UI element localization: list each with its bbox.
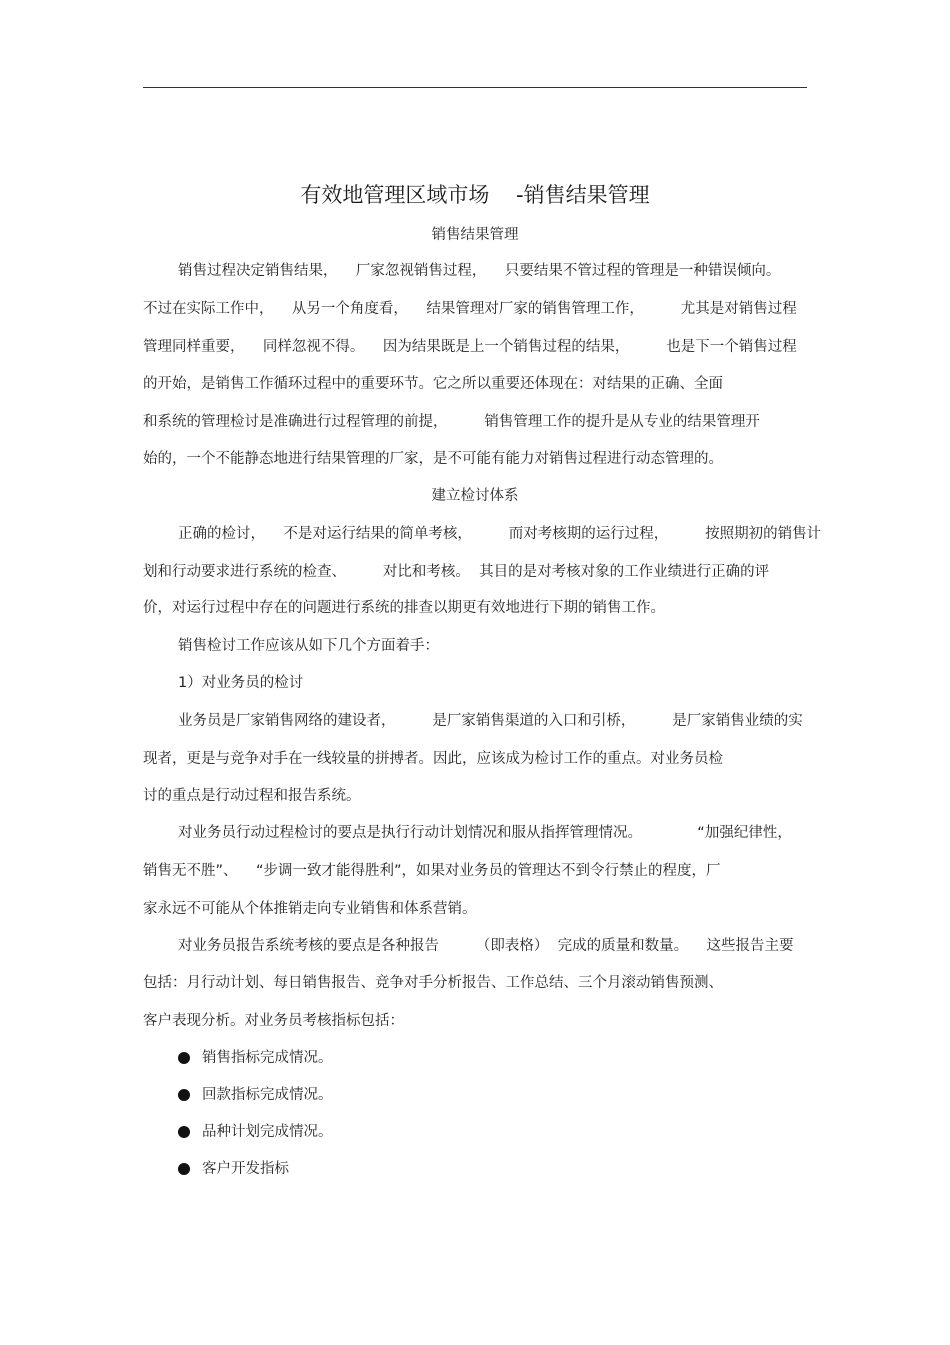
section-heading-results: 销售结果管理: [431, 227, 519, 243]
document-title: 有效地管理区域市场 -销售结果管理: [300, 183, 650, 207]
bullet-item: 回款指标完成情况。: [202, 1087, 333, 1103]
paragraph-line: 现者，更是与竞争对手在一线较量的拼搏者。因此，应该成为检讨工作的重点。对业务员检: [143, 751, 723, 767]
paragraph-line: 对业务员行动过程检讨的要点是执行行动计划情况和服从指挥管理情况。 “加强纪律性，: [178, 825, 792, 841]
paragraph-line: 包括：月行动计划、每日销售报告、竞争对手分析报告、工作总结、三个月滚动销售预测、: [143, 975, 723, 991]
numbered-item: 1）对业务员的检讨: [178, 675, 304, 691]
paragraph-line: 正确的检讨， 不是对运行结果的简单考核， 而对考核期的运行过程， 按照期初的销售计: [178, 526, 822, 542]
section-heading-review-system: 建立检讨体系: [431, 488, 519, 504]
bullet-icon: [178, 1052, 190, 1064]
paragraph-line: 价，对运行过程中存在的问题进行系统的排查以期更有效地进行下期的销售工作。: [143, 600, 665, 616]
paragraph-line: 不过在实际工作中， 从另一个角度看， 结果管理对厂家的销售管理工作， 尤其是对销售过程: [143, 301, 797, 317]
paragraph-line: 和系统的管理检讨是准确进行过程管理的前提， 销售管理工作的提升是从专业的结果管理开: [143, 414, 760, 430]
paragraph-line: 管理同样重要， 同样忽视不得。 因为结果既是上一个销售过程的结果， 也是下一个销售过程: [143, 339, 797, 355]
paragraph-line: 客户表现分析。对业务员考核指标包括：: [143, 1013, 404, 1029]
paragraph-line: 销售检讨工作应该从如下几个方面着手：: [178, 638, 439, 654]
paragraph-line: 始的，一个不能静态地进行结果管理的厂家，是不可能有能力对销售过程进行动态管理的。: [143, 451, 723, 467]
header-rule: [143, 87, 807, 88]
bullet-item: 品种计划完成情况。: [202, 1124, 333, 1140]
paragraph-line: 销售无不胜”、 “步调一致才能得胜利”，如果对业务员的管理达不到令行禁止的程度，厂: [143, 863, 721, 879]
bullet-item: 销售指标完成情况。: [202, 1050, 333, 1066]
paragraph-line: 销售过程决定销售结果， 厂家忽视销售过程， 只要结果不管过程的管理是一种错误倾向。: [178, 263, 781, 279]
paragraph-line: 对业务员报告系统考核的要点是各种报告 （即表格） 完成的质量和数量。 这些报告主要: [178, 938, 794, 954]
paragraph-line: 讨的重点是行动过程和报告系统。: [143, 788, 361, 804]
bullet-icon: [178, 1163, 190, 1175]
bullet-item: 客户开发指标: [202, 1161, 289, 1177]
bullet-icon: [178, 1089, 190, 1101]
paragraph-line: 的开始，是销售工作循环过程中的重要环节。它之所以重要还体现在：对结果的正确、全面: [143, 376, 723, 392]
paragraph-line: 划和行动要求进行系统的检查、 对比和考核。 其目的是对考核对象的工作业绩进行正确的评: [143, 564, 770, 580]
bullet-icon: [178, 1126, 190, 1138]
paragraph-line: 家永远不可能从个体推销走向专业销售和体系营销。: [143, 901, 477, 917]
paragraph-line: 业务员是厂家销售网络的建设者， 是厂家销售渠道的入口和引桥， 是厂家销售业绩的实: [178, 713, 803, 729]
